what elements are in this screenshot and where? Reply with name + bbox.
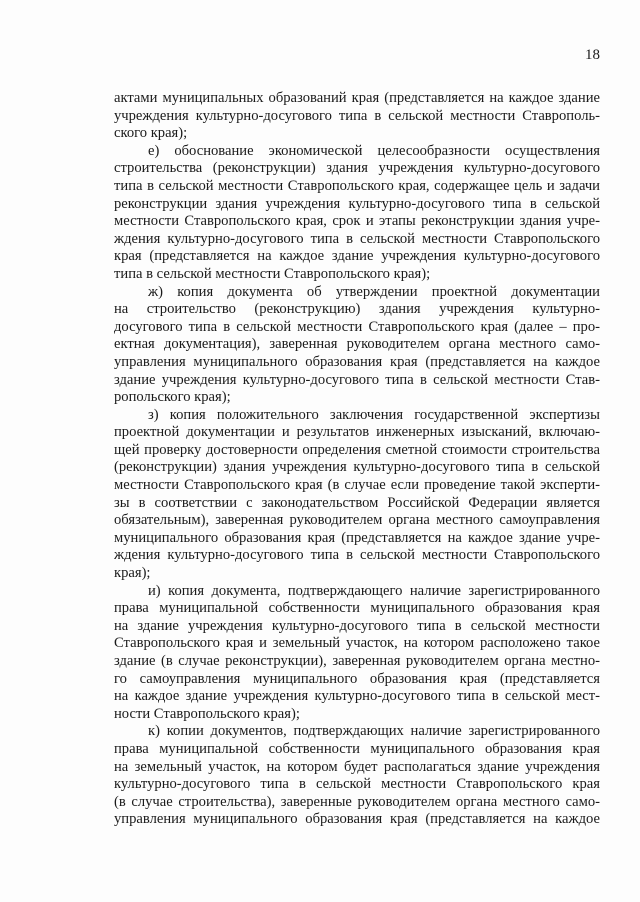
text-line: обязательным), заверенная руководителем органа местного самоуправления (114, 512, 600, 529)
text-line: актами муниципальных образований края (представляется на каждое здание (114, 90, 600, 106)
text-line: щей проверку достоверности определения сметной стоимости строительства (114, 441, 600, 458)
text-line: к) копии документов, подтверждающих наличие зарегистрированного (148, 723, 600, 740)
text-line: досугового типа в сельской местности Ставропольского края (далее – про- (114, 318, 600, 335)
paragraph-cont (114, 90, 600, 143)
text-line: на строительство (реконструкцию) здания учреждения культурно- (114, 301, 600, 318)
text-line: ждения культурно-досугового типа в сельской местности Ставропольского (114, 230, 600, 247)
document-body (114, 90, 600, 829)
text-line: края); (114, 565, 151, 582)
page-number: 18 (585, 47, 600, 63)
text-line: е) обоснование экономической целесообразности осуществления (148, 142, 600, 159)
text-line: права муниципальной собственности муниципального образования края (114, 600, 600, 617)
text-line: ропольского края); (114, 389, 231, 406)
text-line: на каждое здание учреждения культурно-досугового типа в сельской мест- (114, 688, 600, 705)
text-line: типа в сельской местности Ставропольского края, содержащее цель и задачи (114, 177, 600, 194)
text-line: и) копия документа, подтверждающего наличие зарегистрированного (148, 582, 600, 599)
text-line: ж) копия документа об утверждении проектной документации (148, 283, 600, 300)
paragraph-zh (114, 284, 600, 407)
text-line: управления муниципального образования края (представляется на каждое (114, 811, 600, 828)
paragraph-e (114, 143, 600, 284)
text-line: реконструкции здания учреждения культурно-досугового типа в сельской (114, 195, 600, 212)
text-line: (реконструкции) здания учреждения культурно-досугового типа в сельской (114, 459, 600, 476)
text-line: проектной документации и результатов инженерных изысканий, включаю- (114, 424, 600, 441)
text-line: здание (в случае реконструкции), заверенная руководителем органа местно- (114, 653, 600, 669)
text-line: ности Ставропольского края); (114, 705, 300, 722)
text-line: (в случае строительства), заверенные руководителем органа местного само- (114, 793, 600, 810)
text-line: ского края); (114, 125, 188, 142)
paragraph-i (114, 583, 600, 724)
text-line: местности Ставропольского края (в случае если проведение такой эксперти- (114, 477, 600, 494)
text-line: местности Ставропольского края, срок и этапы реконструкции здания учре- (114, 213, 600, 230)
text-line: зы в соответствии с законодательством Российской Федерации является (114, 494, 600, 511)
text-line: го самоуправления муниципального образования края (представляется (114, 670, 600, 687)
text-line: Ставропольского края и земельный участок, на котором расположено такое (114, 635, 600, 652)
text-line: на здание учреждения культурно-досугового типа в сельской местности (114, 617, 600, 634)
paragraph-k (114, 723, 600, 829)
text-line: типа в сельской местности Ставропольского края); (114, 265, 431, 282)
text-line: строительства (реконструкции) здания учреждения культурно-досугового (114, 160, 600, 177)
paragraph-z (114, 407, 600, 583)
text-line: ектная документация), заверенная руководителем органа местного само- (114, 336, 600, 353)
text-line: з) копия положительного заключения государственной экспертизы (148, 406, 600, 423)
text-line: муниципального образования края (представляется на каждое здание учре- (114, 529, 600, 546)
text-line: края (представляется на каждое здание учреждения культурно-досугового (114, 248, 600, 265)
text-line: здание учреждения культурно-досугового типа в сельской местности Став- (114, 371, 600, 388)
text-line: культурно-досугового типа в сельской местности Ставропольского края (114, 776, 600, 793)
text-line: на земельный участок, на котором будет располагаться здание учреждения (114, 758, 600, 775)
text-line: права муниципальной собственности муниципального образования края (114, 740, 600, 757)
text-line: учреждения культурно-досугового типа в сельской местности Ставрополь- (114, 107, 600, 124)
text-line: управления муниципального образования края (представляется на каждое (114, 353, 600, 370)
text-line: ждения культурно-досугового типа в сельской местности Ставропольского (114, 547, 600, 564)
